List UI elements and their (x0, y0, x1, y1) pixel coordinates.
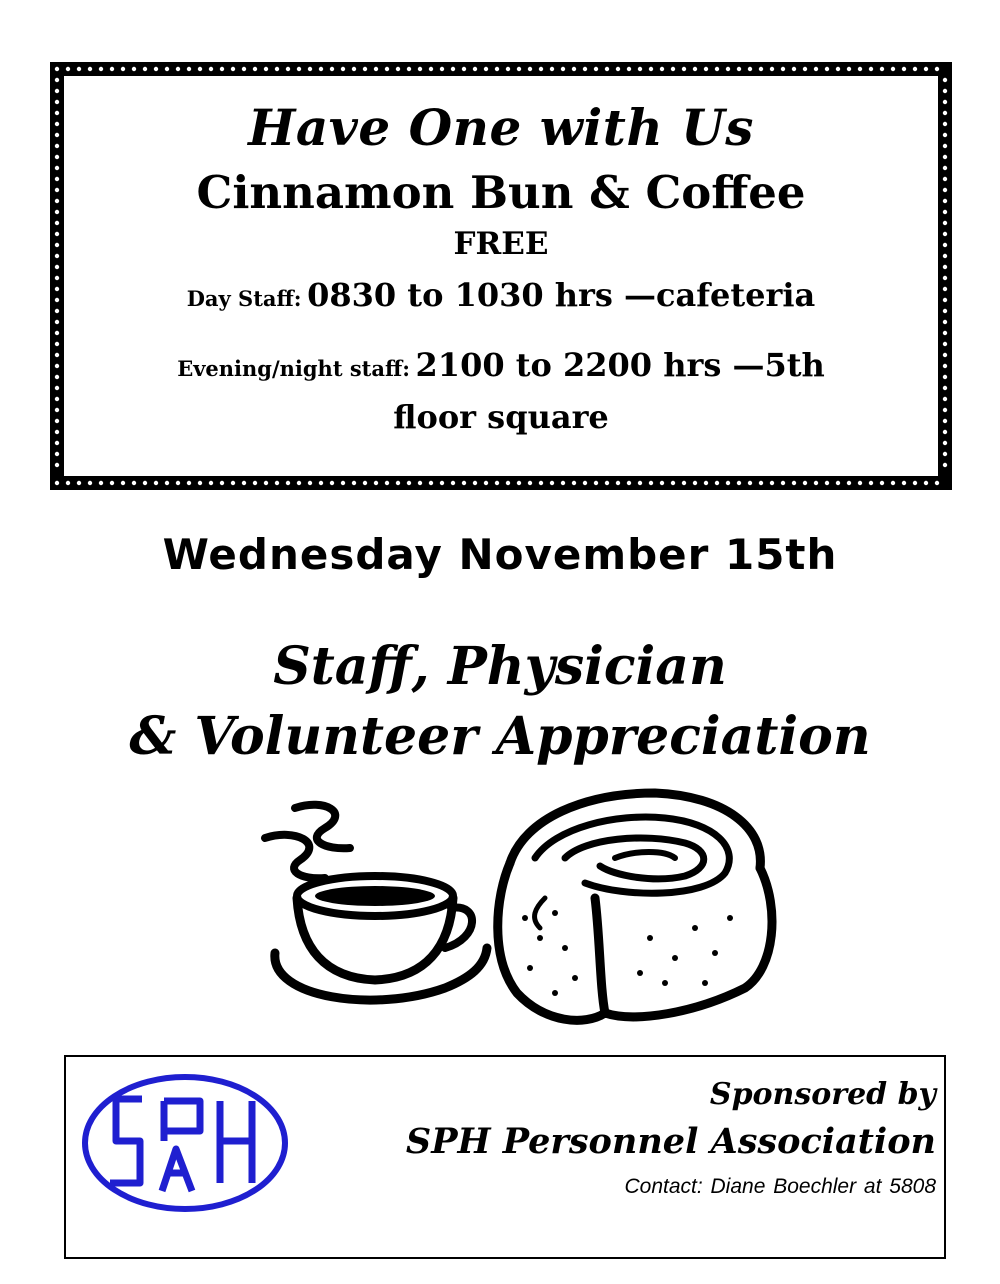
border-dot (649, 67, 653, 71)
border-dot (55, 298, 59, 302)
border-dot (374, 481, 378, 485)
border-dot (943, 452, 947, 456)
border-dot (121, 481, 125, 485)
border-dot (943, 177, 947, 181)
border-dot (943, 364, 947, 368)
border-dot (385, 481, 389, 485)
border-dot (616, 67, 620, 71)
border-dot (902, 67, 906, 71)
border-dot (55, 100, 59, 104)
border-dot (352, 481, 356, 485)
border-dot (209, 67, 213, 71)
border-dot (308, 67, 312, 71)
border-dot (943, 298, 947, 302)
border-dot (55, 243, 59, 247)
sponsor-box (64, 1055, 946, 1259)
border-dot (55, 397, 59, 401)
border-dot (858, 67, 862, 71)
border-dot (495, 481, 499, 485)
border-dot (154, 481, 158, 485)
border-dot (792, 481, 796, 485)
border-dot (943, 342, 947, 346)
border-dot (264, 67, 268, 71)
border-dot (627, 481, 631, 485)
border-dot (55, 276, 59, 280)
border-dot (748, 481, 752, 485)
border-dot (484, 481, 488, 485)
border-dot (737, 481, 741, 485)
border-dot (605, 67, 609, 71)
border-dot (473, 67, 477, 71)
border-dot (781, 67, 785, 71)
border-dot (55, 199, 59, 203)
border-dot (55, 452, 59, 456)
border-dot (528, 481, 532, 485)
border-dot (943, 254, 947, 258)
border-dot (572, 67, 576, 71)
border-dot (363, 67, 367, 71)
border-dot (242, 481, 246, 485)
border-dot (891, 481, 895, 485)
border-dot (770, 67, 774, 71)
evening-staff-label: Evening/night staff: (177, 356, 410, 381)
evening-staff-line (64, 346, 938, 384)
border-dot (99, 481, 103, 485)
border-dot (913, 481, 917, 485)
border-dot (55, 265, 59, 269)
border-dot (55, 188, 59, 192)
border-dot (55, 133, 59, 137)
border-dot (55, 309, 59, 313)
border-dot (341, 481, 345, 485)
border-dot (649, 481, 653, 485)
border-dot (55, 177, 59, 181)
border-dot (583, 67, 587, 71)
border-dot (943, 243, 947, 247)
border-dot (198, 481, 202, 485)
border-dot (943, 441, 947, 445)
border-dot (715, 481, 719, 485)
border-dot (693, 481, 697, 485)
border-dot (943, 463, 947, 467)
border-dot (55, 320, 59, 324)
border-dot (55, 155, 59, 159)
border-dot (55, 430, 59, 434)
border-dot (451, 481, 455, 485)
border-dot (715, 67, 719, 71)
border-dot (943, 89, 947, 93)
border-dot (66, 481, 70, 485)
border-dot (55, 221, 59, 225)
border-dot (869, 481, 873, 485)
border-dot (418, 481, 422, 485)
border-dot (770, 481, 774, 485)
border-dot (943, 155, 947, 159)
border-dot (616, 481, 620, 485)
appreciation-line-2: & Volunteer Appreciation (129, 706, 871, 767)
border-dot (943, 408, 947, 412)
appreciation-line-1: Staff, Physician (273, 636, 727, 697)
border-dot (704, 67, 708, 71)
border-dot (935, 481, 939, 485)
border-dot (55, 463, 59, 467)
border-dot (55, 144, 59, 148)
border-dot (330, 67, 334, 71)
border-dot (407, 481, 411, 485)
border-dot (297, 67, 301, 71)
border-dot (943, 397, 947, 401)
border-dot (429, 67, 433, 71)
border-dot (385, 67, 389, 71)
border-dot (165, 67, 169, 71)
border-dot (55, 254, 59, 258)
border-dot (847, 481, 851, 485)
border-dot (55, 353, 59, 357)
border-dot (319, 67, 323, 71)
border-dot (880, 481, 884, 485)
border-dot (550, 481, 554, 485)
border-dot (943, 199, 947, 203)
border-dot (539, 481, 543, 485)
border-dot (847, 67, 851, 71)
banner-headline: Have One with Us (248, 98, 754, 157)
border-dot (286, 481, 290, 485)
border-dot (55, 232, 59, 236)
border-dot (943, 210, 947, 214)
border-dot (187, 481, 191, 485)
border-dot (55, 111, 59, 115)
border-dot (550, 67, 554, 71)
border-dot (583, 481, 587, 485)
border-dot (814, 481, 818, 485)
border-dot (198, 67, 202, 71)
border-dot (594, 67, 598, 71)
border-dot (55, 375, 59, 379)
border-dot (110, 67, 114, 71)
coffee-and-bun-illustration (255, 788, 785, 1028)
border-dot (943, 265, 947, 269)
border-dot (418, 67, 422, 71)
border-dot (943, 276, 947, 280)
border-dot (572, 481, 576, 485)
border-dot (495, 67, 499, 71)
border-dot (55, 386, 59, 390)
border-dot (286, 67, 290, 71)
border-dot (825, 481, 829, 485)
border-dot (943, 166, 947, 170)
border-dot (330, 481, 334, 485)
border-dot (462, 481, 466, 485)
border-dot (132, 67, 136, 71)
offer-banner-content (64, 76, 938, 476)
day-staff-line (64, 276, 938, 314)
border-dot (440, 481, 444, 485)
border-dot (55, 331, 59, 335)
border-dot (594, 481, 598, 485)
border-dot (176, 67, 180, 71)
border-dot (176, 481, 180, 485)
sponsor-contact: Contact: Diane Boechler at 5808 (624, 1175, 936, 1198)
border-dot (308, 481, 312, 485)
border-dot (242, 67, 246, 71)
border-dot (660, 481, 664, 485)
border-dot (781, 481, 785, 485)
border-dot (682, 67, 686, 71)
border-dot (209, 481, 213, 485)
border-dot (220, 67, 224, 71)
coffee-cup-icon (265, 805, 487, 1000)
day-staff-time: 0830 to 1030 hrs —cafeteria (307, 276, 816, 314)
border-dot (55, 210, 59, 214)
border-dot (869, 67, 873, 71)
border-dot (55, 481, 59, 485)
border-dot (943, 353, 947, 357)
border-dot (506, 67, 510, 71)
border-dot (726, 481, 730, 485)
border-dot (792, 67, 796, 71)
evening-staff-time: 2100 to 2200 hrs —5th (415, 346, 825, 384)
border-dot (143, 481, 147, 485)
border-dot (748, 67, 752, 71)
border-dot (943, 221, 947, 225)
border-dot (253, 67, 257, 71)
cinnamon-bun-icon (498, 793, 772, 1020)
border-dot (55, 408, 59, 412)
border-dot (561, 481, 565, 485)
border-dot (943, 419, 947, 423)
border-dot (429, 481, 433, 485)
border-dot (704, 481, 708, 485)
border-dot (396, 67, 400, 71)
border-dot (88, 481, 92, 485)
border-dot (275, 481, 279, 485)
border-dot (220, 481, 224, 485)
border-dot (517, 67, 521, 71)
border-dot (55, 287, 59, 291)
border-dot (440, 67, 444, 71)
border-dot (693, 67, 697, 71)
border-dot (671, 67, 675, 71)
border-dot (943, 111, 947, 115)
border-dot (638, 481, 642, 485)
border-dot (943, 100, 947, 104)
border-dot (803, 481, 807, 485)
border-dot (231, 67, 235, 71)
border-dot (55, 342, 59, 346)
border-dot (253, 481, 257, 485)
border-dot (902, 481, 906, 485)
border-dot (407, 67, 411, 71)
border-dot (943, 430, 947, 434)
border-dot (943, 375, 947, 379)
border-dot (66, 67, 70, 71)
border-dot (319, 481, 323, 485)
border-dot (943, 188, 947, 192)
border-dot (55, 67, 59, 71)
border-dot (132, 481, 136, 485)
border-dot (275, 67, 279, 71)
sponsored-by-label: Sponsored by (709, 1077, 936, 1112)
border-dot (517, 481, 521, 485)
evening-staff-location: floor square (393, 398, 609, 436)
border-dot (943, 78, 947, 82)
border-dot (55, 166, 59, 170)
border-dot (55, 122, 59, 126)
border-dot (682, 481, 686, 485)
border-dot (759, 67, 763, 71)
border-dot (803, 67, 807, 71)
border-dot (836, 67, 840, 71)
border-dot (264, 481, 268, 485)
border-dot (396, 481, 400, 485)
border-dot (506, 481, 510, 485)
border-dot (924, 67, 928, 71)
border-dot (814, 67, 818, 71)
offer-banner (50, 62, 952, 490)
event-date: Wednesday November 15th (162, 530, 838, 579)
border-dot (660, 67, 664, 71)
banner-subheadline: Cinnamon Bun & Coffee (196, 166, 806, 219)
border-dot (924, 481, 928, 485)
border-dot (943, 309, 947, 313)
border-dot (605, 481, 609, 485)
border-dot (935, 67, 939, 71)
border-dot (759, 481, 763, 485)
sponsor-name: SPH Personnel Association (405, 1121, 936, 1162)
border-dot (638, 67, 642, 71)
border-dot (154, 67, 158, 71)
border-dot (462, 67, 466, 71)
day-staff-label: Day Staff: (186, 286, 302, 311)
border-dot (943, 320, 947, 324)
border-dot (943, 144, 947, 148)
border-dot (737, 67, 741, 71)
border-dot (110, 481, 114, 485)
border-dot (77, 481, 81, 485)
border-dot (341, 67, 345, 71)
border-dot (943, 232, 947, 236)
border-dot (187, 67, 191, 71)
border-dot (484, 67, 488, 71)
sph-logo (80, 1071, 290, 1215)
border-dot (891, 67, 895, 71)
border-dot (374, 67, 378, 71)
border-dot (943, 331, 947, 335)
border-dot (143, 67, 147, 71)
border-dot (55, 364, 59, 368)
border-dot (121, 67, 125, 71)
border-dot (231, 481, 235, 485)
border-dot (539, 67, 543, 71)
border-dot (363, 481, 367, 485)
border-dot (825, 67, 829, 71)
border-dot (528, 67, 532, 71)
border-dot (726, 67, 730, 71)
border-dot (943, 386, 947, 390)
border-dot (55, 441, 59, 445)
border-dot (77, 67, 81, 71)
border-dot (55, 89, 59, 93)
border-dot (473, 481, 477, 485)
border-dot (352, 67, 356, 71)
border-dot (880, 67, 884, 71)
border-dot (943, 133, 947, 137)
border-dot (858, 481, 862, 485)
border-dot (943, 287, 947, 291)
border-dot (671, 481, 675, 485)
border-dot (55, 419, 59, 423)
border-dot (55, 78, 59, 82)
border-dot (297, 481, 301, 485)
border-dot (561, 67, 565, 71)
border-dot (451, 67, 455, 71)
border-dot (627, 67, 631, 71)
free-label: FREE (453, 226, 549, 262)
border-dot (943, 122, 947, 126)
border-dot (88, 67, 92, 71)
border-dot (99, 67, 103, 71)
border-dot (165, 481, 169, 485)
border-dot (913, 67, 917, 71)
border-dot (836, 481, 840, 485)
